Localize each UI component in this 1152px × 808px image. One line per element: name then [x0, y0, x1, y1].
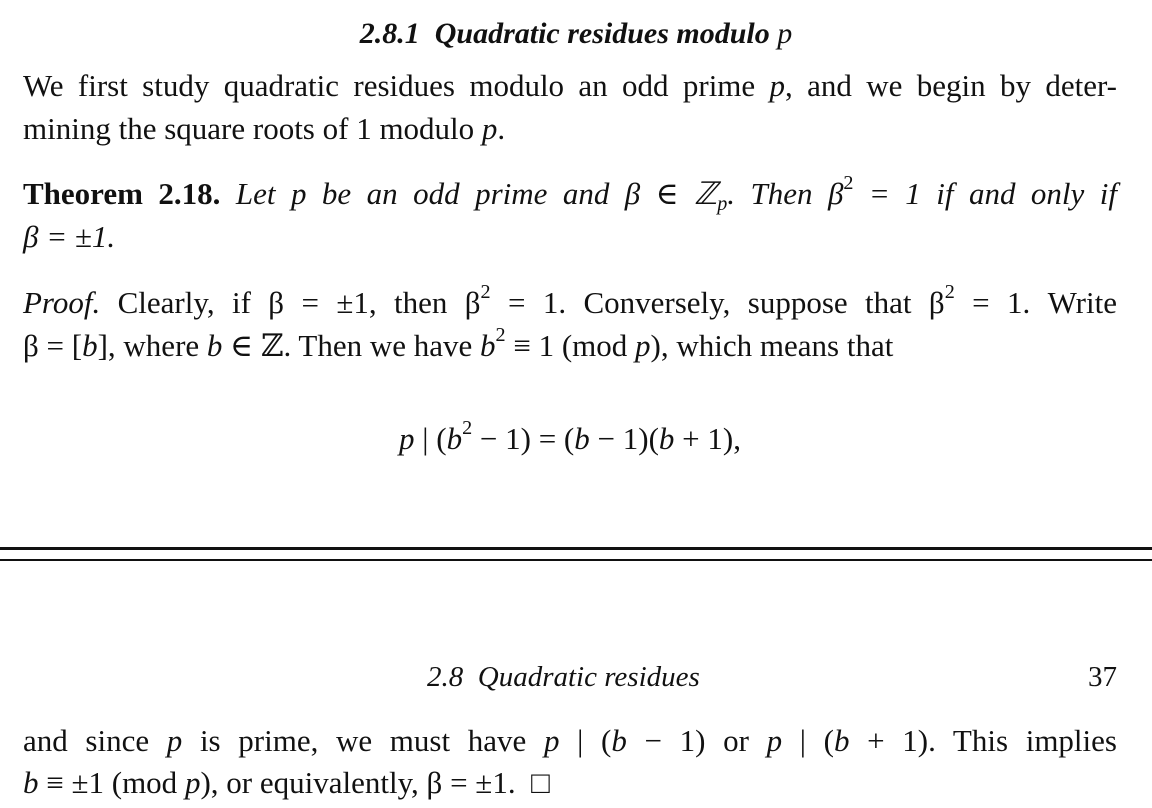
- intro-line-2: mining the square roots of 1 modulo p.: [23, 111, 506, 146]
- section-number: 2.8.1: [359, 17, 420, 50]
- proof-line-2: β = [b], where b ∈ ℤ. Then we have $b^2 \equiv 1$ (mod p), which means that: [23, 323, 894, 363]
- qed-symbol: □: [531, 765, 550, 800]
- display-equation: p | $(b^2 - 1) = (b - 1)(b + 1)$,: [399, 416, 741, 456]
- running-head: [427, 657, 700, 697]
- proof-label: Proof.: [23, 285, 101, 320]
- intro-line-1: We first study quadratic residues modulo an odd prime p, and we begin by deter-: [23, 68, 1118, 103]
- section-heading: [0, 12, 1152, 55]
- theorem-line-1: Theorem 2.18. Let p be an odd prime and β ∈ ℤ$_p$. Then $\beta^2 = 1$ if and only if: [23, 171, 1117, 216]
- section-title: Quadratic residues modulo: [434, 17, 770, 50]
- running-head-title: Quadratic residues: [477, 661, 700, 693]
- page-number: 37: [1088, 661, 1117, 693]
- page-break-rule-bottom: [0, 559, 1152, 561]
- proof-line-1: Proof. Clearly, if β = ±1, then $\beta^2 = 1$. Conversely, suppose that $\beta^2 = 1$. Write: [23, 280, 1117, 320]
- theorem-line-2: β = ±1.: [23, 219, 116, 254]
- page-break-rule-top: [0, 547, 1152, 550]
- continuation-line-2: b ≡ ±1 (mod p), or equivalently, β = ±1. □: [23, 765, 550, 800]
- running-head-number: 2.8: [427, 661, 464, 693]
- theorem-label: Theorem 2.18.: [23, 176, 221, 211]
- continuation-line-1: and since p is prime, we must have p | (b − 1) or p | (b + 1). This implies: [23, 723, 1117, 758]
- section-variable: p: [777, 17, 793, 50]
